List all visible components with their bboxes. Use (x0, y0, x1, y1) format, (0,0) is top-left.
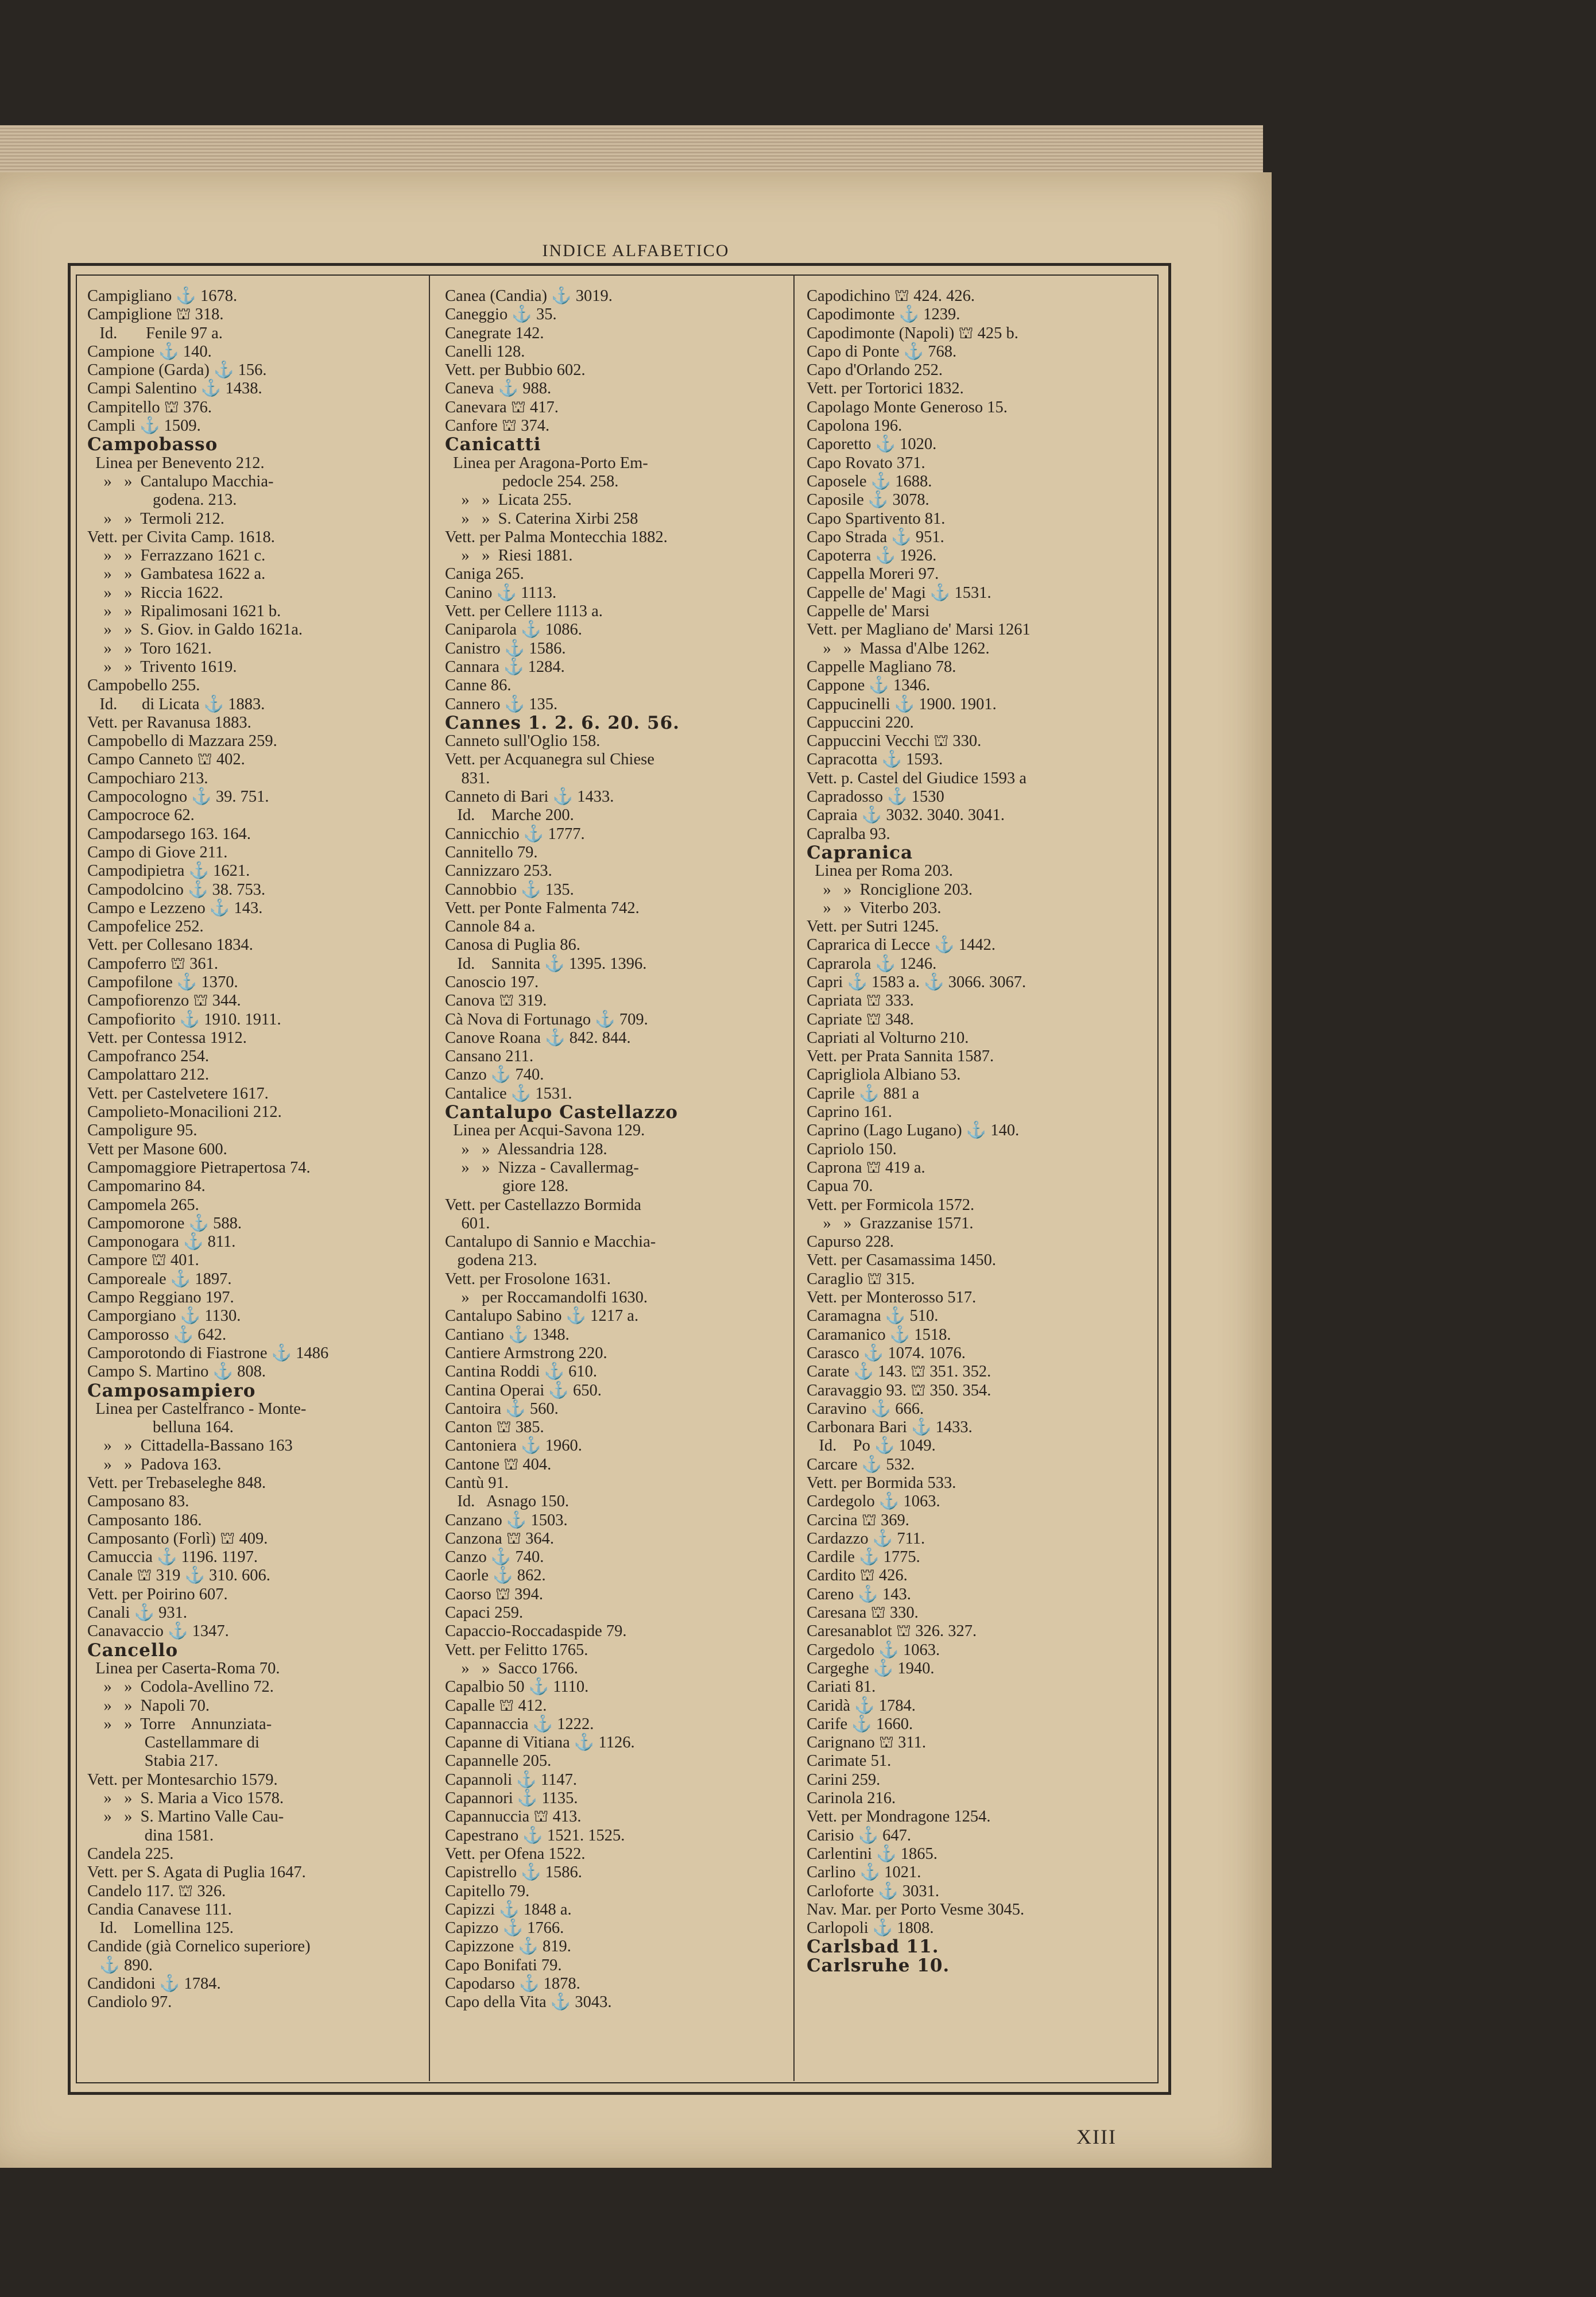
index-entry: Caresanablot ⛫ 326. 327. (807, 1622, 977, 1641)
index-entry: Capriati al Volturno 210. (807, 1028, 969, 1047)
index-entry: » » Riccia 1622. (87, 583, 223, 602)
index-entry: Vett. per Ofena 1522. (445, 1844, 586, 1863)
index-entry: Caprile ⚓ 881 a (807, 1084, 920, 1103)
index-entry: Caridà ⚓ 1784. (807, 1696, 916, 1715)
index-entry: Campomela 265. (87, 1196, 199, 1214)
index-entry: Canicatti (445, 434, 541, 455)
index-entry: » » Viterbo 203. (807, 899, 942, 917)
index-entry: Campoferro ⛫ 361. (87, 954, 219, 973)
index-entry: 601. (445, 1214, 490, 1232)
index-entry: Vett. per Sutri 1245. (807, 918, 939, 936)
index-entry: Camporgiano ⚓ 1130. (87, 1307, 241, 1325)
index-entry: Capri ⚓ 1583 a. ⚓ 3066. 3067. (807, 973, 1026, 991)
index-entry: » » S. Martino Valle Cau- (87, 1808, 284, 1826)
index-entry: Cappelle de' Marsi (807, 602, 930, 621)
index-entry: Campofiorito ⚓ 1910. 1911. (87, 1010, 281, 1028)
index-entry: Campolattaro 212. (87, 1066, 210, 1084)
index-entry: Vett. p. Castel del Giudice 1593 a (807, 769, 1027, 787)
index-entry: Cappelle Magliano 78. (807, 658, 956, 676)
index-entry: Capodichino ⛫ 424. 426. (807, 287, 975, 305)
index-entry: Canove Roana ⚓ 842. 844. (445, 1028, 631, 1047)
index-entry: Caorso ⛫ 394. (445, 1585, 544, 1603)
index-entry: Canegrate 142. (445, 324, 544, 342)
index-entry: Cantiano ⚓ 1348. (445, 1325, 570, 1344)
index-entry: Campodolcino ⚓ 38. 753. (87, 880, 266, 899)
index-entry: Canevara ⛫ 417. (445, 398, 559, 416)
index-entry: Vett. per Bormida 533. (807, 1474, 956, 1492)
index-entry: Capodimonte (Napoli) ⛫ 425 b. (807, 324, 1018, 342)
index-entry: Campo di Giove 211. (87, 843, 228, 861)
index-entry: Canale ⛫ 319 ⚓ 310. 606. (87, 1567, 270, 1585)
index-entry: Capannelle 205. (445, 1752, 552, 1770)
index-entry: Linea per Benevento 212. (87, 454, 265, 472)
index-entry: Capralba 93. (807, 825, 890, 843)
index-entry: pedocle 254. 258. (445, 472, 619, 490)
index-entry: » » S. Caterina Xirbi 258 (445, 509, 638, 528)
index-entry: Vett. per Ponte Falmenta 742. (445, 899, 640, 917)
index-entry: Cardito ⛫ 426. (807, 1567, 908, 1585)
index-entry: Campione (Garda) ⚓ 156. (87, 361, 267, 380)
index-entry: Carisio ⚓ 647. (807, 1826, 911, 1844)
index-entry: Campodipietra ⚓ 1621. (87, 862, 250, 880)
index-entry: Candia Canavese 111. (87, 1900, 232, 1919)
index-entry: Campochiaro 213. (87, 769, 208, 787)
index-entry: Capolona 196. (807, 417, 902, 435)
index-entry: Cantalupo Castellazzo (445, 1102, 678, 1123)
index-entry: Canfore ⛫ 374. (445, 417, 550, 435)
index-entry: Cardile ⚓ 1775. (807, 1548, 920, 1567)
index-entry: Cantina Roddi ⚓ 610. (445, 1363, 598, 1381)
index-entry: Campolieto-Monacilioni 212. (87, 1103, 282, 1122)
index-entry: Cappella Moreri 97. (807, 565, 939, 583)
index-entry: » » Toro 1621. (87, 639, 212, 658)
index-entry: Caprarola ⚓ 1246. (807, 954, 937, 973)
index-entry: Caprino 161. (807, 1103, 892, 1122)
index-entry: Capradosso ⚓ 1530 (807, 788, 944, 806)
index-column-1 (87, 287, 432, 2012)
index-entry: Capizzone ⚓ 819. (445, 1938, 571, 1956)
index-entry: Campocologno ⚓ 39. 751. (87, 788, 269, 806)
index-entry: Id. di Licata ⚓ 1883. (87, 695, 265, 713)
index-entry: Campo Canneto ⛫ 402. (87, 751, 245, 769)
index-entry: Capizzi ⚓ 1848 a. (445, 1900, 572, 1919)
index-entry: Caneggio ⚓ 35. (445, 306, 557, 324)
index-entry: Vett. per Casamassima 1450. (807, 1251, 997, 1270)
index-entry: Cappuccini 220. (807, 713, 914, 732)
index-entry: giore 128. (445, 1177, 569, 1196)
index-entry: Cannizzaro 253. (445, 862, 552, 880)
index-entry: Capistrello ⚓ 1586. (445, 1863, 582, 1882)
index-entry: Capaccio-Roccadaspide 79. (445, 1622, 627, 1641)
index-entry: Campomarino 84. (87, 1177, 206, 1196)
index-entry: Canzo ⚓ 740. (445, 1548, 544, 1567)
index-column-2 (445, 287, 789, 2012)
index-entry: Campore ⛫ 401. (87, 1251, 199, 1270)
index-entry: Id. Marche 200. (445, 806, 574, 825)
index-entry: Camporotondo di Fiastrone ⚓ 1486 (87, 1344, 329, 1362)
index-entry: » » Massa d'Albe 1262. (807, 639, 990, 658)
index-entry: Caravaggio 93. ⛫ 350. 354. (807, 1381, 991, 1399)
index-entry: Caneva ⚓ 988. (445, 380, 552, 398)
index-entry: Canavaccio ⚓ 1347. (87, 1622, 229, 1641)
index-entry: Cappone ⚓ 1346. (807, 676, 931, 695)
index-entry: Capracotta ⚓ 1593. (807, 751, 943, 769)
index-entry: Carlsruhe 10. (807, 1955, 950, 1976)
index-entry: Campofiorenzo ⛫ 344. (87, 992, 241, 1010)
index-entry: » » Ronciglione 203. (807, 880, 973, 899)
index-entry: Campofranco 254. (87, 1047, 210, 1066)
index-entry: Canoscio 197. (445, 973, 539, 991)
index-entry: Capriata ⛫ 333. (807, 992, 914, 1010)
index-entry: » » Cittadella-Bassano 163 (87, 1437, 293, 1455)
index-entry: Capriate ⛫ 348. (807, 1010, 914, 1028)
index-entry: godena 213. (445, 1251, 537, 1270)
index-entry: Campi Salentino ⚓ 1438. (87, 380, 262, 398)
index-entry: Campiglione ⛫ 318. (87, 306, 224, 324)
index-entry: Carlentini ⚓ 1865. (807, 1844, 938, 1863)
index-entry: Vett. per Castelvetere 1617. (87, 1084, 269, 1103)
index-entry: Canneto sull'Oglio 158. (445, 732, 601, 751)
index-entry: Cannicchio ⚓ 1777. (445, 825, 585, 843)
index-entry: Vett. per Cellere 1113 a. (445, 602, 603, 621)
index-entry: Stabia 217. (87, 1752, 218, 1770)
index-entry: Campo S. Martino ⚓ 808. (87, 1363, 266, 1381)
index-entry: Cannes 1. 2. 6. 20. 56. (445, 712, 680, 733)
index-entry: Capo di Ponte ⚓ 768. (807, 342, 957, 361)
index-entry: Canistro ⚓ 1586. (445, 639, 566, 658)
index-entry: belluna 164. (87, 1418, 234, 1437)
index-entry: Capriolo 150. (807, 1140, 897, 1158)
index-column-3 (807, 287, 1151, 1975)
index-entry: » » S. Maria a Vico 1578. (87, 1789, 284, 1808)
index-entry: Campo Reggiano 197. (87, 1289, 234, 1307)
index-entry: Vett. per Magliano de' Marsi 1261 (807, 621, 1031, 639)
index-entry: Vett. per Felitto 1765. (445, 1641, 588, 1659)
index-entry: Caprino (Lago Lugano) ⚓ 140. (807, 1122, 1020, 1140)
index-entry: Capaci 259. (445, 1604, 524, 1622)
index-entry: Capo della Vita ⚓ 3043. (445, 1993, 612, 2012)
index-entry: Castellammare di (87, 1734, 259, 1752)
index-entry: Carlsbad 11. (807, 1936, 939, 1958)
index-entry: Caprigliola Albiano 53. (807, 1066, 961, 1084)
index-entry: Cariati 81. (807, 1678, 876, 1696)
index-entry: Vett. per Montesarchio 1579. (87, 1770, 278, 1789)
index-entry: Cantù 91. (445, 1474, 509, 1492)
index-entry: » » Codola-Avellino 72. (87, 1678, 274, 1696)
index-entry: Carcina ⛫ 369. (807, 1511, 909, 1529)
index-entry: Carimate 51. (807, 1752, 892, 1770)
index-entry: Cappelle de' Magi ⚓ 1531. (807, 583, 991, 602)
index-entry: Carife ⚓ 1660. (807, 1715, 913, 1733)
index-entry: Vett. per Civita Camp. 1618. (87, 528, 275, 546)
index-entry: Campli ⚓ 1509. (87, 417, 201, 435)
index-entry: Candela 225. (87, 1844, 174, 1863)
index-entry: Cannole 84 a. (445, 918, 536, 936)
index-entry: Capoterra ⚓ 1926. (807, 547, 937, 565)
index-entry: Canelli 128. (445, 342, 525, 361)
index-entry: Cannero ⚓ 135. (445, 695, 558, 713)
index-entry: Capurso 228. (807, 1233, 894, 1251)
index-entry: » » Grazzanise 1571. (807, 1214, 974, 1232)
index-entry: Vett. per Tortorici 1832. (807, 380, 964, 398)
index-entry: Candidoni ⚓ 1784. (87, 1975, 221, 1993)
index-entry: Capua 70. (807, 1177, 873, 1196)
index-entry: Vett. per Prata Sannita 1587. (807, 1047, 994, 1066)
index-entry: Capalle ⛫ 412. (445, 1696, 547, 1715)
index-entry: Caresana ⛫ 330. (807, 1604, 919, 1622)
index-entry: Cantiere Armstrong 220. (445, 1344, 607, 1362)
column-rule-2 (793, 274, 795, 2081)
index-entry: Vett. per Castellazzo Bormida (445, 1196, 641, 1214)
index-entry: » » Termoli 212. (87, 509, 224, 528)
index-entry: Campione ⚓ 140. (87, 342, 212, 361)
index-entry: Campobello di Mazzara 259. (87, 732, 277, 751)
index-entry: Linea per Acqui-Savona 129. (445, 1122, 645, 1140)
index-entry: Carloforte ⚓ 3031. (807, 1882, 939, 1900)
index-entry: Caporetto ⚓ 1020. (807, 435, 937, 454)
index-entry: Cannobbio ⚓ 135. (445, 880, 574, 899)
index-entry: Vett. per Collesano 1834. (87, 936, 253, 954)
index-entry: Carbonara Bari ⚓ 1433. (807, 1418, 973, 1437)
index-entry: Campobello 255. (87, 676, 200, 695)
index-entry: Cantoniera ⚓ 1960. (445, 1437, 582, 1455)
index-entry: Cannitello 79. (445, 843, 538, 861)
index-entry: Vett. per Contessa 1912. (87, 1028, 247, 1047)
index-entry: Campo e Lezzeno ⚓ 143. (87, 899, 263, 917)
index-entry: Linea per Roma 203. (807, 862, 953, 880)
index-entry: Campobasso (87, 434, 218, 455)
index-entry: Capestrano ⚓ 1521. 1525. (445, 1826, 625, 1844)
index-entry: Camporeale ⚓ 1897. (87, 1270, 232, 1288)
index-entry: Capannaccia ⚓ 1222. (445, 1715, 594, 1733)
index-entry: Capo Rovato 371. (807, 454, 925, 472)
index-entry: dina 1581. (87, 1826, 214, 1844)
index-entry: Cardegolo ⚓ 1063. (807, 1492, 940, 1511)
index-entry: Cardazzo ⚓ 711. (807, 1529, 925, 1548)
index-entry: » » Napoli 70. (87, 1696, 210, 1715)
index-entry: Canzo ⚓ 740. (445, 1066, 544, 1084)
index-entry: Carinola 216. (807, 1789, 896, 1808)
index-entry: » » Riesi 1881. (445, 547, 573, 565)
index-entry: Capolago Monte Generoso 15. (807, 398, 1008, 416)
index-entry: Vett. per Frosolone 1631. (445, 1270, 611, 1288)
index-entry: » » Cantalupo Macchia- (87, 472, 274, 490)
index-entry: Cantone ⛫ 404. (445, 1455, 552, 1474)
index-entry: » » S. Giov. in Galdo 1621a. (87, 621, 303, 639)
index-entry: Carasco ⚓ 1074. 1076. (807, 1344, 966, 1362)
index-entry: Vett. per Poirino 607. (87, 1585, 228, 1603)
index-entry: Vett. per Trebaseleghe 848. (87, 1474, 266, 1492)
index-entry: Id. Lomellina 125. (87, 1919, 234, 1938)
index-entry: Campocroce 62. (87, 806, 195, 825)
index-entry: Cargeghe ⚓ 1940. (807, 1659, 935, 1677)
index-entry: Canzano ⚓ 1503. (445, 1511, 568, 1529)
index-entry: Id. Asnago 150. (445, 1492, 570, 1511)
index-entry: Cantina Operai ⚓ 650. (445, 1381, 602, 1399)
index-entry: Vett. per Monterosso 517. (807, 1289, 977, 1307)
index-entry: Vett. per Acquanegra sul Chiese (445, 751, 654, 769)
index-entry: Canzona ⛫ 364. (445, 1529, 555, 1548)
index-entry: Canali ⚓ 931. (87, 1604, 188, 1622)
index-entry: Camponogara ⚓ 811. (87, 1233, 236, 1251)
index-entry: Camposanto (Forlì) ⛫ 409. (87, 1529, 268, 1548)
index-entry: Caniga 265. (445, 565, 524, 583)
index-entry: Campodarsego 163. 164. (87, 825, 251, 843)
index-entry: Linea per Caserta-Roma 70. (87, 1659, 280, 1677)
index-entry: » » Nizza - Cavallermag- (445, 1158, 639, 1177)
index-entry: Cargedolo ⚓ 1063. (807, 1641, 940, 1659)
index-entry: » » Ferrazzano 1621 c. (87, 547, 266, 565)
index-entry: Vett per Masone 600. (87, 1140, 227, 1158)
index-entry: » » Licata 255. (445, 491, 572, 509)
index-entry: Id. Sannita ⚓ 1395. 1396. (445, 954, 647, 973)
index-entry: godena. 213. (87, 491, 237, 509)
index-entry: Vett. per Palma Montecchia 1882. (445, 528, 668, 546)
index-entry: » » Torre Annunziata- (87, 1715, 272, 1733)
index-entry: Caramanico ⚓ 1518. (807, 1325, 951, 1344)
index-entry: Linea per Castelfranco - Monte- (87, 1399, 307, 1418)
index-entry: Canino ⚓ 1113. (445, 583, 557, 602)
index-entry: Canneto di Bari ⚓ 1433. (445, 788, 614, 806)
index-entry: Capodarso ⚓ 1878. (445, 1975, 580, 1993)
index-entry: Cantalice ⚓ 1531. (445, 1084, 572, 1103)
index-entry: » per Roccamandolfi 1630. (445, 1289, 648, 1307)
index-entry: Camposano 83. (87, 1492, 189, 1511)
index-entry: Campitello ⛫ 376. (87, 398, 212, 416)
index-entry: Cancello (87, 1639, 179, 1661)
index-entry: Carcare ⚓ 532. (807, 1455, 915, 1474)
index-entry: Cantalupo Sabino ⚓ 1217 a. (445, 1307, 639, 1325)
index-entry: Vett. per Bubbio 602. (445, 361, 586, 380)
index-entry: Canton ⛫ 385. (445, 1418, 544, 1437)
index-entry: Carini 259. (807, 1770, 881, 1789)
index-entry: Capannoli ⚓ 1147. (445, 1770, 577, 1789)
index-entry: Caramagna ⚓ 510. (807, 1307, 939, 1325)
index-entry: Vett. per Mondragone 1254. (807, 1808, 991, 1826)
index-entry: Camposanto 186. (87, 1511, 202, 1529)
index-entry: Canea (Candia) ⚓ 3019. (445, 287, 613, 305)
page-number: XIII (1076, 2125, 1117, 2148)
index-entry: Capitello 79. (445, 1882, 530, 1900)
index-entry: 831. (445, 769, 490, 787)
index-entry: Campigliano ⚓ 1678. (87, 287, 238, 305)
index-entry: » » Alessandria 128. (445, 1140, 607, 1158)
index-entry: Carlino ⚓ 1021. (807, 1863, 921, 1882)
index-entry: Cansano 211. (445, 1047, 534, 1066)
index-entry: Caorle ⚓ 862. (445, 1567, 546, 1585)
index-entry: Carignano ⛫ 311. (807, 1734, 926, 1752)
index-entry: Id. Po ⚓ 1049. (807, 1437, 936, 1455)
index-entry: Careno ⚓ 143. (807, 1585, 911, 1603)
index-entry: Capranica (807, 842, 913, 863)
index-entry: Cà Nova di Fortunago ⚓ 709. (445, 1010, 648, 1028)
index-entry: » » Gambatesa 1622 a. (87, 565, 266, 583)
index-entry: Vett. per Formicola 1572. (807, 1196, 975, 1214)
index-entry: Camposampiero (87, 1380, 256, 1401)
running-head: INDICE ALFABETICO (542, 241, 730, 260)
index-entry: Canosa di Puglia 86. (445, 936, 580, 954)
index-entry: Cannara ⚓ 1284. (445, 658, 565, 676)
index-entry: Campofilone ⚓ 1370. (87, 973, 238, 991)
index-entry: Carate ⚓ 143. ⛫ 351. 352. (807, 1363, 991, 1381)
index-entry: Caposile ⚓ 3078. (807, 491, 929, 509)
index-entry: Camuccia ⚓ 1196. 1197. (87, 1548, 258, 1567)
index-entry: Camporosso ⚓ 642. (87, 1325, 227, 1344)
index-entry: Caniparola ⚓ 1086. (445, 621, 582, 639)
index-entry: Caprarica di Lecce ⚓ 1442. (807, 936, 996, 954)
index-entry: » » Sacco 1766. (445, 1659, 578, 1677)
index-entry: Cappucinelli ⚓ 1900. 1901. (807, 695, 997, 713)
index-entry: Capo Strada ⚓ 951. (807, 528, 944, 546)
index-entry: Caprona ⛫ 419 a. (807, 1158, 925, 1177)
index-entry: Caraglio ⛫ 315. (807, 1270, 915, 1288)
index-entry: Capraia ⚓ 3032. 3040. 3041. (807, 806, 1005, 825)
index-entry: Canova ⛫ 319. (445, 992, 547, 1010)
index-entry: Vett. per Ravanusa 1883. (87, 713, 251, 732)
index-entry: Campomaggiore Pietrapertosa 74. (87, 1158, 311, 1177)
index-entry: ⚓ 890. (87, 1956, 153, 1974)
index-entry: » » Padova 163. (87, 1455, 222, 1474)
index-entry: Linea per Aragona-Porto Em- (445, 454, 648, 472)
index-entry: Campofelice 252. (87, 918, 204, 936)
index-entry: Cantoira ⚓ 560. (445, 1399, 559, 1418)
index-entry: Candide (già Cornelico superiore) (87, 1938, 311, 1956)
index-entry: » » Ripalimosani 1621 b. (87, 602, 281, 621)
index-entry: Capizzo ⚓ 1766. (445, 1919, 564, 1938)
index-entry: » » Trivento 1619. (87, 658, 237, 676)
index-entry: Id. Fenile 97 a. (87, 324, 223, 342)
index-entry: Capannuccia ⛫ 413. (445, 1808, 582, 1826)
index-entry: Capo d'Orlando 252. (807, 361, 943, 380)
index-entry: Cantalupo di Sannio e Macchia- (445, 1233, 656, 1251)
index-entry: Caposele ⚓ 1688. (807, 472, 932, 490)
index-entry: Capalbio 50 ⚓ 1110. (445, 1678, 589, 1696)
index-entry: Campoligure 95. (87, 1122, 197, 1140)
index-entry: Caravino ⚓ 666. (807, 1399, 924, 1418)
index-entry: Cappuccini Vecchi ⛫ 330. (807, 732, 982, 751)
index-entry: Capo Spartivento 81. (807, 509, 946, 528)
index-entry: Capannori ⚓ 1135. (445, 1789, 578, 1808)
index-entry: Campomorone ⚓ 588. (87, 1214, 242, 1232)
index-entry: Capanne di Vitiana ⚓ 1126. (445, 1734, 635, 1752)
index-entry: Carlopoli ⚓ 1808. (807, 1919, 934, 1938)
index-entry: Capodimonte ⚓ 1239. (807, 306, 960, 324)
index-entry: Vett. per S. Agata di Puglia 1647. (87, 1863, 306, 1882)
index-entry: Nav. Mar. per Porto Vesme 3045. (807, 1900, 1025, 1919)
index-entry: Candiolo 97. (87, 1993, 172, 2012)
index-entry: Canne 86. (445, 676, 512, 695)
index-entry: Candelo 117. ⛫ 326. (87, 1882, 226, 1900)
index-entry: Capo Bonifati 79. (445, 1956, 562, 1974)
